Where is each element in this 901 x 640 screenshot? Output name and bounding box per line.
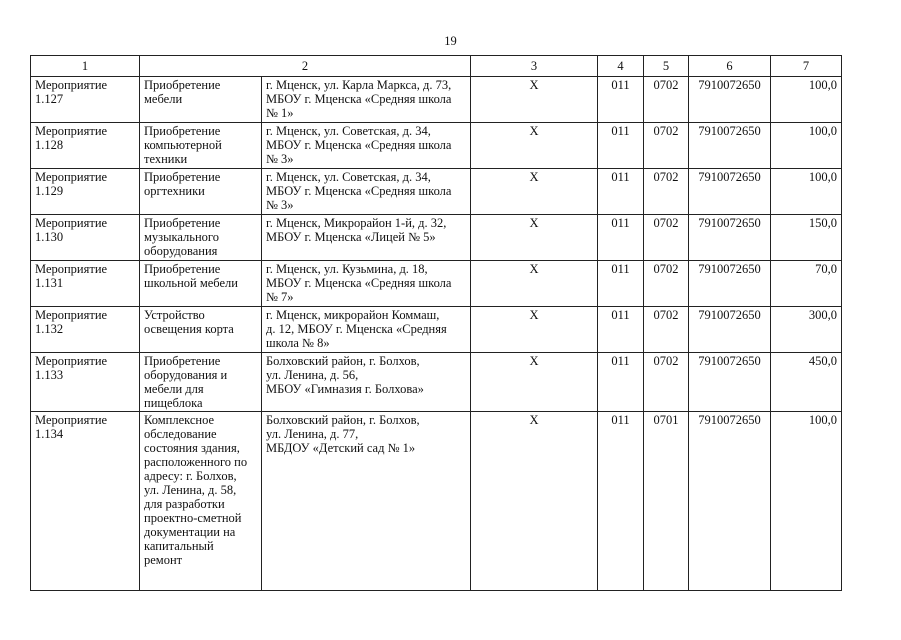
- header-col-6: 6: [689, 56, 771, 77]
- address-cell: г. Мценск, ул. Карла Маркса, д. 73, МБОУ г. Мценска «Средняя школа № 1»: [262, 77, 471, 123]
- col6-cell: 7910072650: [689, 77, 771, 123]
- header-col-4: 4: [598, 56, 644, 77]
- header-col-2: 2: [140, 56, 471, 77]
- name-cell: Устройство освещения корта: [140, 307, 262, 353]
- header-col-7: 7: [771, 56, 842, 77]
- name-cell: Приобретение школьной мебели: [140, 261, 262, 307]
- event-cell: Мероприятие 1.130: [31, 215, 140, 261]
- table-row: [31, 77, 842, 123]
- page-number: 19: [444, 34, 457, 48]
- name-cell: Приобретение музыкального оборудования: [140, 215, 262, 261]
- event-cell: Мероприятие 1.129: [31, 169, 140, 215]
- col6-cell: 7910072650: [689, 123, 771, 169]
- col4-cell: 011: [598, 307, 644, 353]
- name-cell: Приобретение оборудования и мебели для пищеблока: [140, 353, 262, 412]
- header-row: [31, 56, 842, 77]
- col6-cell: 7910072650: [689, 261, 771, 307]
- col5-cell: 0701: [644, 412, 689, 591]
- event-cell: Мероприятие 1.131: [31, 261, 140, 307]
- amount-cell: 100,0: [771, 412, 842, 591]
- header-col-1: 1: [31, 56, 140, 77]
- col5-cell: 0702: [644, 169, 689, 215]
- col3-cell: X: [471, 307, 598, 353]
- col5-cell: 0702: [644, 307, 689, 353]
- col6-cell: 7910072650: [689, 353, 771, 412]
- name-cell: Приобретение мебели: [140, 77, 262, 123]
- col3-cell: X: [471, 77, 598, 123]
- address-cell: Болховский район, г. Болхов, ул. Ленина, д. 77, МБДОУ «Детский сад № 1»: [262, 412, 471, 591]
- budget-table: [30, 55, 842, 591]
- address-cell: г. Мценск, ул. Советская, д. 34, МБОУ г. Мценска «Средняя школа № 3»: [262, 169, 471, 215]
- col6-cell: 7910072650: [689, 307, 771, 353]
- col4-cell: 011: [598, 412, 644, 591]
- event-cell: Мероприятие 1.133: [31, 353, 140, 412]
- event-cell: Мероприятие 1.128: [31, 123, 140, 169]
- table-row: [31, 215, 842, 261]
- col3-cell: X: [471, 353, 598, 412]
- table-row: [31, 353, 842, 412]
- col5-cell: 0702: [644, 215, 689, 261]
- amount-cell: 70,0: [771, 261, 842, 307]
- col6-cell: 7910072650: [689, 169, 771, 215]
- amount-cell: 100,0: [771, 77, 842, 123]
- event-cell: Мероприятие 1.134: [31, 412, 140, 591]
- col4-cell: 011: [598, 77, 644, 123]
- col3-cell: X: [471, 261, 598, 307]
- col3-cell: X: [471, 412, 598, 591]
- col3-cell: X: [471, 169, 598, 215]
- address-cell: г. Мценск, ул. Советская, д. 34, МБОУ г. Мценска «Средняя школа № 3»: [262, 123, 471, 169]
- table-row: [31, 169, 842, 215]
- table-row: [31, 123, 842, 169]
- col4-cell: 011: [598, 123, 644, 169]
- event-cell: Мероприятие 1.132: [31, 307, 140, 353]
- col5-cell: 0702: [644, 261, 689, 307]
- event-cell: Мероприятие 1.127: [31, 77, 140, 123]
- amount-cell: 100,0: [771, 123, 842, 169]
- col4-cell: 011: [598, 169, 644, 215]
- col4-cell: 011: [598, 215, 644, 261]
- name-cell: Приобретение компьютерной техники: [140, 123, 262, 169]
- amount-cell: 300,0: [771, 307, 842, 353]
- table-row: [31, 261, 842, 307]
- amount-cell: 100,0: [771, 169, 842, 215]
- col6-cell: 7910072650: [689, 412, 771, 591]
- name-cell: Приобретение оргтехники: [140, 169, 262, 215]
- address-cell: Болховский район, г. Болхов, ул. Ленина, д. 56, МБОУ «Гимназия г. Болхова»: [262, 353, 471, 412]
- header-col-5: 5: [644, 56, 689, 77]
- amount-cell: 450,0: [771, 353, 842, 412]
- address-cell: г. Мценск, микрорайон Коммаш, д. 12, МБОУ г. Мценска «Средняя школа № 8»: [262, 307, 471, 353]
- table-row: [31, 412, 842, 591]
- address-cell: г. Мценск, Микрорайон 1-й, д. 32, МБОУ г. Мценска «Лицей № 5»: [262, 215, 471, 261]
- col5-cell: 0702: [644, 123, 689, 169]
- amount-cell: 150,0: [771, 215, 842, 261]
- table-row: [31, 307, 842, 353]
- col5-cell: 0702: [644, 77, 689, 123]
- col6-cell: 7910072650: [689, 215, 771, 261]
- col4-cell: 011: [598, 353, 644, 412]
- name-cell: Комплексное обследование состояния здания, расположенного по адресу: г. Болхов, ул. Ленина, д. 58, для разработки проектно-сметной документации на капитальный ремонт: [140, 412, 262, 591]
- header-col-3: 3: [471, 56, 598, 77]
- address-cell: г. Мценск, ул. Кузьмина, д. 18, МБОУ г. Мценска «Средняя школа № 7»: [262, 261, 471, 307]
- col5-cell: 0702: [644, 353, 689, 412]
- col3-cell: X: [471, 123, 598, 169]
- col4-cell: 011: [598, 261, 644, 307]
- col3-cell: X: [471, 215, 598, 261]
